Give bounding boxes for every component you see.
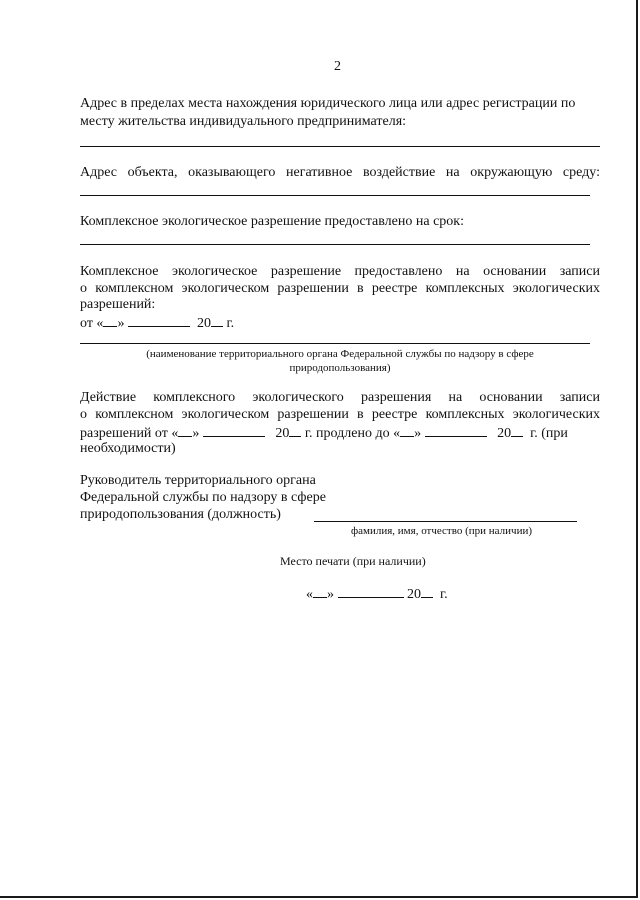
ext-from-label: разрешений от « [80, 426, 179, 441]
extension-line4: необходимости) [80, 441, 176, 456]
organ-caption-line1: (наименование территориального органа Федеральной службы по надзору в сфере [146, 348, 534, 360]
ext-year-prefix: 20 [275, 426, 290, 441]
ext-year-blank [289, 424, 301, 437]
ext-until-year-blank [511, 424, 523, 437]
object-address-label: Адрес объекта, оказывающего негативное воздействие на окружающую среду: [80, 165, 600, 180]
permit-basis-line1: Комплексное экологическое разрешение предоставлено на основании записи [80, 264, 600, 279]
head-name-line [314, 521, 577, 522]
permit-term-label: Комплексное экологическое разрешение предоставлено на срок: [80, 214, 464, 229]
date-quote-close: » [117, 316, 125, 331]
legal-address-label-line1: Адрес в пределах места нахождения юридического лица или адрес регистрации по [80, 96, 576, 111]
head-title-line3: природопользования (должность) [80, 507, 281, 522]
permit-basis-date [80, 314, 234, 332]
organ-caption-line2: природопользования) [289, 362, 391, 374]
head-title-line1: Руководитель территориального органа [80, 473, 316, 488]
legal-address-line [80, 146, 600, 147]
ext-until-label: г. продлено до « [304, 426, 401, 441]
final-year-prefix: 20 [407, 587, 421, 602]
extension-line2: о комплексном экологическом разрешении в реестре комплексных экологических [80, 407, 600, 422]
extension-line3 [80, 424, 568, 442]
ext-until-month-blank [425, 424, 487, 437]
ext-until-day-blank [400, 424, 414, 437]
month-blank [128, 314, 190, 327]
final-year-blank [421, 585, 433, 598]
ext-day-blank [178, 424, 192, 437]
ext-quote-close: » [192, 426, 200, 441]
final-year-suffix: г. [440, 587, 448, 602]
final-day-blank [313, 585, 327, 598]
page-number: 2 [334, 59, 341, 74]
day-blank [103, 314, 117, 327]
extension-line1: Действие комплексного экологического разрешения на основании записи [80, 390, 600, 405]
year-blank [211, 314, 223, 327]
ext-month-blank [203, 424, 265, 437]
permit-term-line [80, 244, 590, 245]
legal-address-label-line2: месту жительства индивидуального предпринимателя: [80, 114, 407, 129]
permit-basis-line2: о комплексном экологическом разрешении в реестре комплексных экологических [80, 281, 600, 296]
date-from-label: от « [80, 316, 104, 331]
final-date-close: » [327, 587, 334, 602]
object-address-line [80, 195, 590, 196]
final-date [306, 585, 448, 603]
seal-label: Место печати (при наличии) [280, 554, 426, 568]
ext-until-quote-close: » [414, 426, 422, 441]
final-month-blank [338, 585, 404, 598]
head-title-line2: Федеральной службы по надзору в сфере [80, 490, 326, 505]
permit-basis-line3: разрешений: [80, 297, 156, 312]
year-prefix: 20 [196, 316, 211, 331]
head-name-caption: фамилия, имя, отчество (при наличии) [351, 525, 533, 537]
organ-name-line [80, 343, 590, 344]
final-date-open: « [306, 587, 313, 602]
ext-until-year-prefix: 20 [497, 426, 512, 441]
ext-until-year-suffix: г. (при [530, 426, 568, 441]
year-suffix: г. [226, 316, 235, 331]
